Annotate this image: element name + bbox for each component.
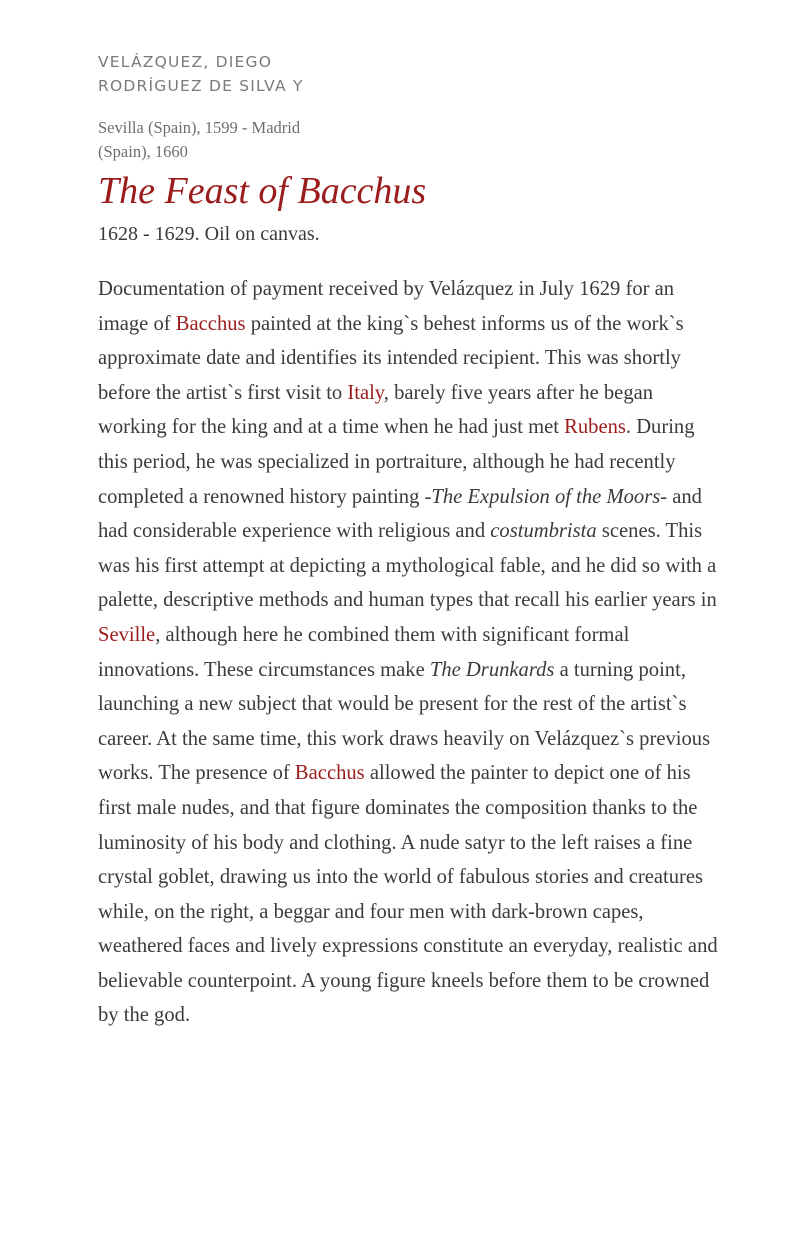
link-bacchus[interactable]: Bacchus xyxy=(294,762,365,785)
artist-name[interactable] xyxy=(98,50,358,98)
description-text: - and had considerable experience with religious and xyxy=(98,485,702,543)
description-text: , barely five years after he began working for the king and at a time when he had just met xyxy=(98,381,654,439)
description-text: painted at the king`s behest informs us of the work`s approximate date and identifies its intended recipient. This was shortly before the artist`s first visit to xyxy=(98,312,684,404)
description-text: Documentation of payment received by Velázquez in July 1629 for an image of xyxy=(98,278,675,335)
artist-name-line1: VELÁZQUEZ, DIEGO xyxy=(98,53,273,71)
artwork-detail xyxy=(98,50,738,1033)
description-text: a turning point, launching a new subject that would be present for the rest of the artist`s career. At the same time, this work draws heavily on Velázquez`s previous works. The presence of xyxy=(98,658,711,785)
description-text: . During this period, he was specialized in portraiture, although he had recently completed a renowned history painting - xyxy=(98,416,695,508)
description-text: scenes. This was his first attempt at depicting a mythological fable, and he did so with a palette, descriptive methods and human types that recall his earlier years in xyxy=(98,520,717,612)
artwork-description xyxy=(98,272,723,1033)
description-text: allowed the painter to depict one of his first male nudes, and that figure dominates the composition thanks to the luminosity of his body and clothing. A nude satyr to the left raises a fine crystal goblet, drawing us into the world of fabulous stories and creatures while, on the right, a beggar and four men with dark-brown capes, weathered faces and lively expressions constitute an everyday, realistic and believable counterpoint. A young figure kneels before them to be crowned by the god. xyxy=(98,762,718,1027)
link-bacchus[interactable]: Bacchus xyxy=(175,312,246,335)
term-emphasis: costumbrista xyxy=(490,520,597,543)
link-rubens[interactable]: Rubens xyxy=(564,416,626,439)
artwork-meta: 1628 - 1629. Oil on canvas. xyxy=(98,223,320,245)
description-text: , although here he combined them with significant formal innovations. These circumstances make xyxy=(98,623,630,681)
artist-lifespan: Sevilla (Spain), 1599 - Madrid (Spain), 1660 xyxy=(98,118,301,161)
artwork-reference: The Drunkards xyxy=(429,658,555,681)
artist-name-line2: RODRÍGUEZ DE SILVA Y xyxy=(98,77,304,95)
link-seville[interactable]: Seville xyxy=(98,623,156,646)
artwork-title: The Feast of Bacchus xyxy=(98,170,427,212)
artwork-reference: The Expulsion of the Moors xyxy=(431,485,661,508)
link-italy[interactable]: Italy xyxy=(347,381,384,404)
